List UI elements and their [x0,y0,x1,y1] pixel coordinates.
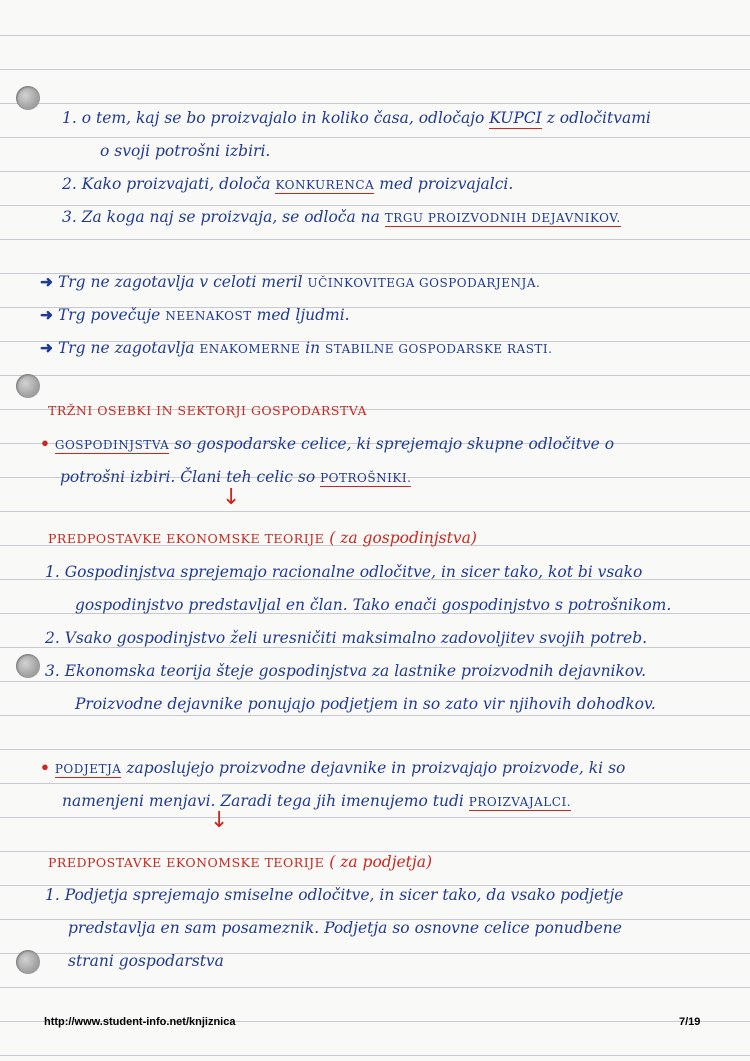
bullet-icon: • [40,758,50,777]
arrow-statement: ➜ Trg ne zagotavlja v celoti meril UČINKOVITEGA GOSPODARJENJA. [40,272,541,291]
punch-hole [16,86,40,110]
section-heading: PREDPOSTAVKE EKONOMSKE TEORIJE ( za gospodinjstva) [48,529,477,547]
list-item-continuation: gospodinjstvo predstavljal en član. Tako enači gospodinjstvo s potrošnikom. [75,596,672,614]
punch-hole [16,374,40,398]
arrow-statement: ➜ Trg povečuje NEENAKOST med ljudmi. [40,305,350,324]
arrow-right-icon: ➜ [40,272,53,291]
footer-url: http://www.student-info.net/knjiznica [44,1016,236,1028]
keyword: PROIZVAJALCI. [468,795,572,809]
keyword: KONKURENCA [275,178,375,192]
list-item-continuation: o svoji potrošni izbiri. [100,142,271,160]
arrow-right-icon: ➜ [40,305,53,324]
bullet-icon: • [40,434,50,453]
keyword: KUPCI [489,109,542,127]
page-number: 7/19 [679,1016,701,1028]
list-item: 2. Vsako gospodinjstvo želi uresničiti maksimalno zadovoljitev svojih potreb. [45,629,648,647]
list-item: 3. Za koga naj se proizvaja, se odloča na TRGU PROIZVODNIH DEJAVNIKOV. [62,208,621,226]
list-item-continuation: predstavlja en sam posameznik. Podjetja so osnovne celice ponudbene [68,919,622,937]
arrow-statement: ➜ Trg ne zagotavlja ENAKOMERNE in STABILNE GOSPODARSKE RASTI. [40,338,553,357]
punch-hole [16,654,40,678]
list-item: 2. Kako proizvajati, določa KONKURENCA med proizvajalci. [62,175,514,193]
keyword: TRGU PROIZVODNIH DEJAVNIKOV. [384,211,621,225]
paragraph-continuation: namenjeni menjavi. Zaradi tega jih imenujemo tudi PROIZVAJALCI. [62,792,572,810]
keyword: POTROŠNIKI. [320,471,412,485]
paragraph-continuation: potrošni izbiri. Člani teh celic so POTROŠNIKI. [60,468,412,486]
list-item-continuation: strani gospodarstva [68,952,224,970]
list-item: 1. Podjetja sprejemajo smiselne odločitve, in sicer tako, da vsako podjetje [45,886,624,904]
arrow-down-icon: ↓ [222,485,241,510]
punch-hole [16,950,40,974]
list-item: 3. Ekonomska teorija šteje gospodinjstva za lastnike proizvodnih dejavnikov. [45,662,647,680]
bullet-paragraph: • GOSPODINJSTVA so gospodarske celice, ki sprejemajo skupne odločitve o [40,434,615,453]
keyword: GOSPODINJSTVA [54,438,170,452]
list-item-continuation: Proizvodne dejavnike ponujajo podjetjem in so zato vir njihovih dohodkov. [75,695,656,713]
arrow-down-icon: ↓ [210,808,229,833]
arrow-right-icon: ➜ [40,338,53,357]
list-item: 1. o tem, kaj se bo proizvajalo in koliko časa, odločajo KUPCI z odločitvami [62,109,651,127]
section-heading: PREDPOSTAVKE EKONOMSKE TEORIJE ( za podjetja) [48,853,433,871]
keyword: PODJETJA [54,762,122,776]
bullet-paragraph: • PODJETJA zaposlujejo proizvodne dejavnike in proizvajajo proizvode, ki so [40,758,626,777]
section-heading: TRŽNI OSEBKI IN SEKTORJI GOSPODARSTVA [48,403,367,418]
list-item: 1. Gospodinjstva sprejemajo racionalne odločitve, in sicer tako, kot bi vsako [45,563,643,581]
